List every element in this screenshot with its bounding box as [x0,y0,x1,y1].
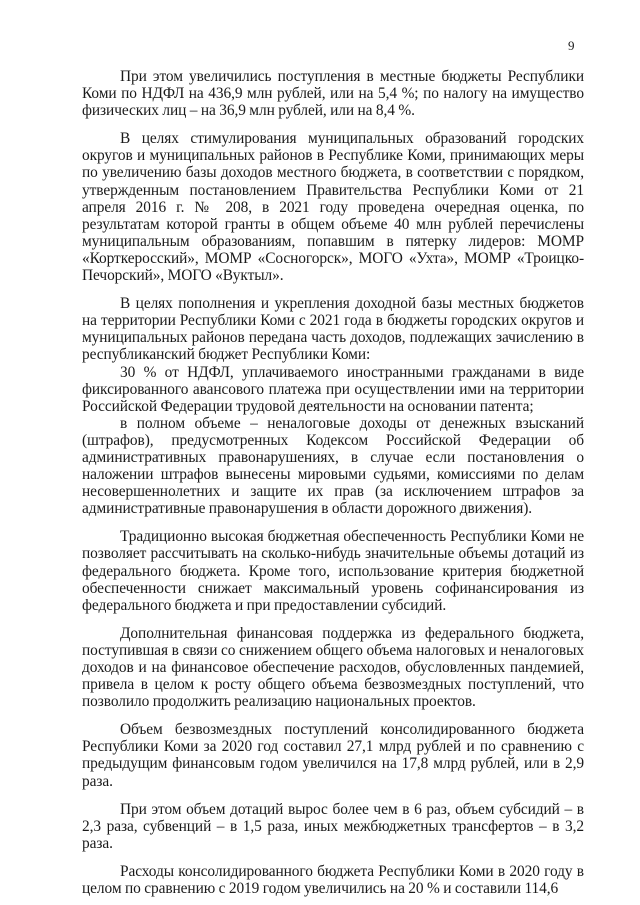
paragraph-expenditures: Расходы консолидированного бюджета Республики Коми в 2020 году в целом по сравнению с 2019 годом увеличились на 20 % и составили 114,6 [82,862,584,898]
paragraph-income-growth: При этом увеличились поступления в местные бюджеты Республики Коми по НДФЛ на 436,9 млн рублей, или на 5,4 %; по налогу на имущество физических лиц – на 36,9 млн рублей, или на 8,4 %. [82,68,584,120]
paragraph-revenue-transfer: В целях пополнения и укрепления доходной базы местных бюджетов на территории Республики Коми с 2021 года в бюджеты городских округов и муниципальных районов передана часть доходов, подлежащих зачислению в республиканский бюджет Республики Коми: [82,295,584,364]
paragraph-grants: В целях стимулирования муниципальных образований городских округов и муниципальных районов в Республике Коми, принимающих меры по увеличению базы доходов местного бюджета, в соответствии с порядком, утвержденным постановлением Правительства Республики Коми от 21 апреля 2016 г. № 208, в 2021 году проведена очередная оценка, по результатам которой гранты в общем объеме 40 млн рублей перечислены муниципальным образованиям, попавшим в пятерку лидеров: МОМР «Корткеросский», МОМР «Сосногорск», МОГО «Ухта», МОМР «Троицко-Печорский», МОГО «Вуктыл». [82,130,584,285]
paragraph-fines: в полном объеме – неналоговые доходы от денежных взысканий (штрафов), предусмотренных Кодексом Российской Федерации об административных правонарушениях, в случае если постановления о наложении штрафов вынесены мировыми судьями, комиссиями по делам несовершеннолетних и защите их прав (за исключением штрафов за административные правонарушения в области дорожного движения). [82,414,584,518]
paragraph-gratuitous-receipts: Объем безвозмездных поступлений консолидированного бюджета Республики Коми за 2020 год составил 27,1 млрд рублей и по сравнению с предыдущим финансовым годом увеличился на 17,8 млрд рублей, или в 2,9 раза. [82,721,584,790]
paragraph-budget-sufficiency: Традиционно высокая бюджетная обеспеченность Республики Коми не позволяет рассчитывать на сколько-нибудь значительные объемы дотаций из федерального бюджета. Кроме того, использование критерия бюджетной обеспеченности снижает максимальный уровень софинансирования из федерального бюджета и при предоставлении субсидий. [82,528,584,614]
document-body [82,68,584,897]
page-number: 9 [568,38,575,53]
paragraph-ndfl-patent: 30 % от НДФЛ, уплачиваемого иностранными гражданами в виде фиксированного авансового платежа при осуществлении ими на территории Российской Федерации трудовой деятельности на основании патента; [82,363,584,415]
paragraph-subsidies-growth: При этом объем дотаций вырос более чем в 6 раз, объем субсидий – в 2,3 раза, субвенций – в 1,5 раза, иных межбюджетных трансфертов – в 3,2 раза. [82,800,584,852]
paragraph-federal-support: Дополнительная финансовая поддержка из федерального бюджета, поступившая в связи со снижением общего объема налоговых и неналоговых доходов и на финансовое обеспечение расходов, обусловленных пандемией, привела в целом к росту общего объема безвозмездных поступлений, что позволило продолжить реализацию национальных проектов. [82,624,584,711]
